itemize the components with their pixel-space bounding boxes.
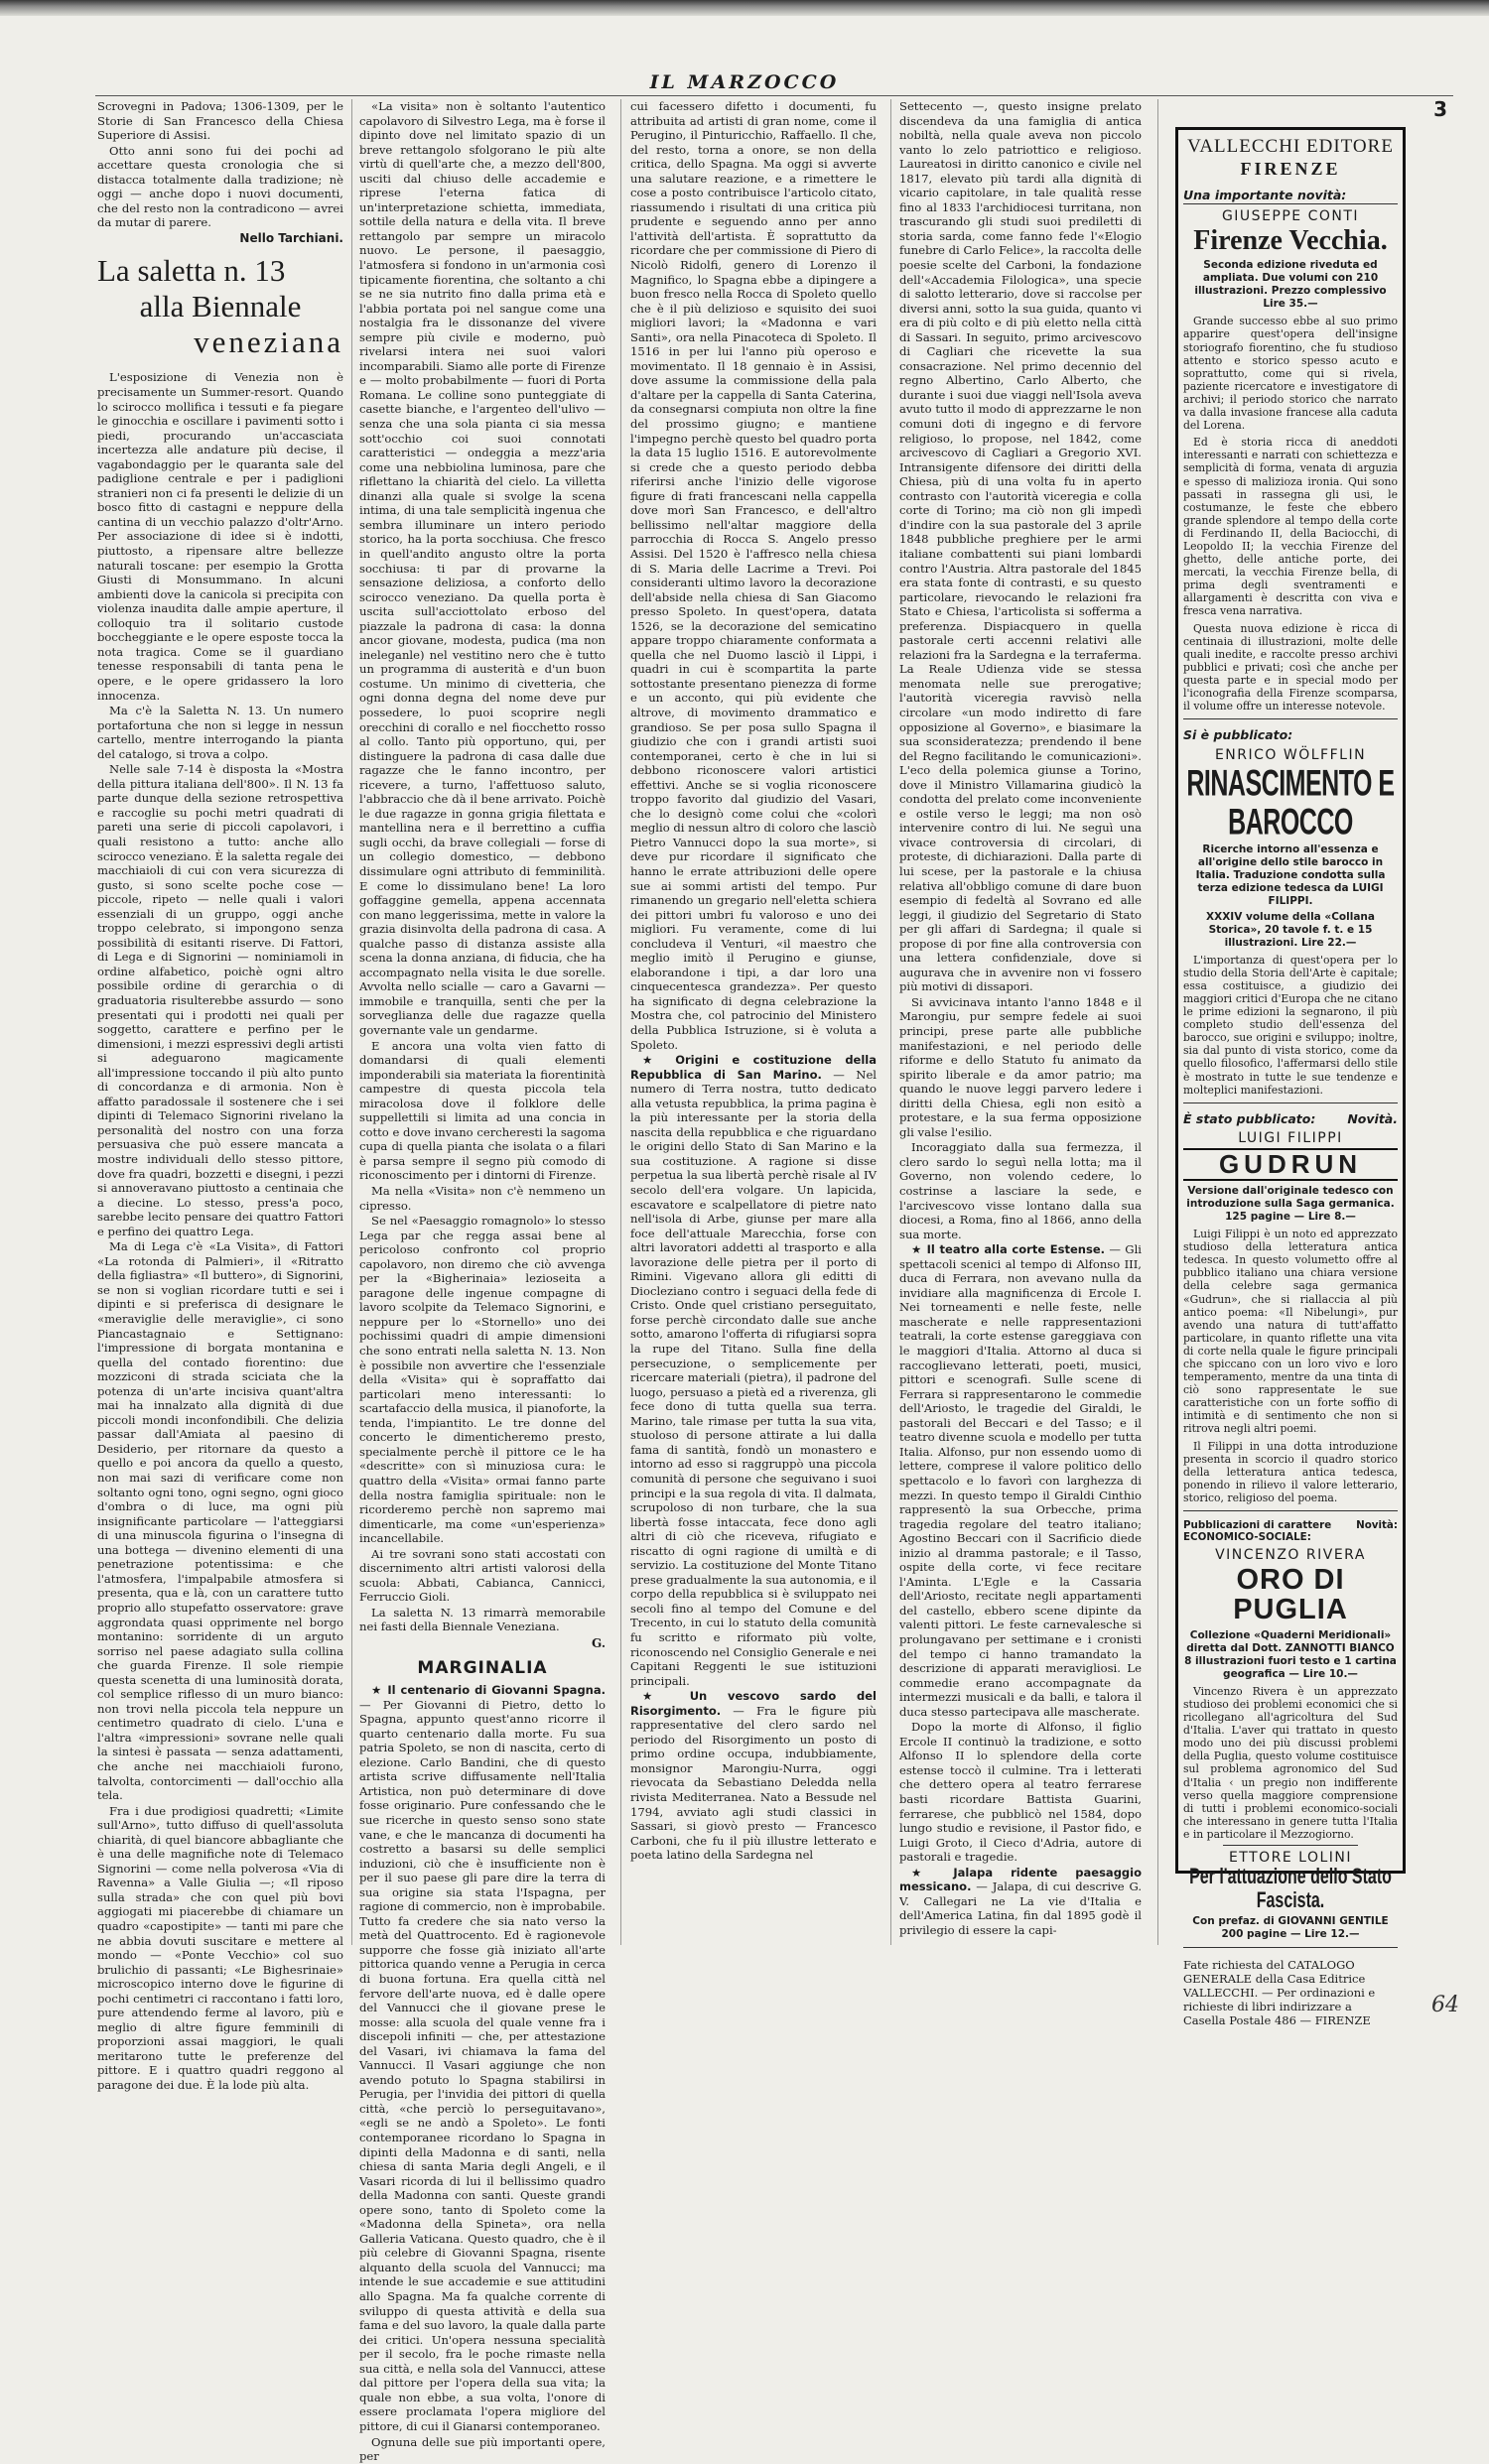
divider [1223, 1845, 1358, 1846]
paragraph: Scrovegni in Padova; 1306-1309, per le Storie di San Francesco della Chiesa Superiore di Assisi. [97, 99, 343, 143]
item-title: ★ Un vescovo sardo del Risorgimento. [630, 1689, 877, 1718]
paragraph: Otto anni sono fui dei pochi ad accettare questa cronologia che si distacca totalmente dalla tradizione; nè oggi — anche dopo i nuovi documenti, che del resto non la contradicono — avrei da mutar di parere. [97, 143, 343, 230]
paragraph: Dopo la morte di Alfonso, il figlio Ercole II continuò la tradizione, e sotto Alfonso II lo splendore della corte estense toccò il culmine. Tra i letterati che dettero opera al teatro ferrarese basti ricordare Battista Guarini, ferrarese, che pubblicò nel 1584, dopo lungo studio e revisione, il Pastor fido, e Luigi Groto, il Cieco d'Adria, autore di pastorali e tragedie. [899, 1720, 1142, 1865]
paragraph: Ma c'è la Saletta N. 13. Un numero portafortuna che non si legge in nessun cartello, mentre interrogando la pianta del catalogo, si trova a colpo. [97, 704, 343, 761]
ad-text: Luigi Filippi è un noto ed apprezzato studioso della letteratura antica tedesca. In questo volumetto offre al pubblico italiano una chiara versione della celebre saga germanica «Gudrun», che si riallaccia al più antico poema: «Il Nibelungi», pur avendo una natura di tutt'affatto particolare, in quanto riflette una vita di corte nella quale le figure principali che spiccano con un loro vivo e loro temperamento, mentre da una tinta di ciò sono rappresentate le sue caratteristiche con un forte soffio di intimità e di sentimento che non si ritrova negli altri poemi. [1183, 1228, 1398, 1436]
column-4 [899, 99, 1142, 1945]
ad-subtitle: Collezione «Quaderni Meridionali» diretta dal Dott. ZANNOTTI BIANCO 8 illustrazioni fuori testo e 1 cartina geografica — Lire 10.— [1184, 1628, 1397, 1680]
ad-label-row [1183, 1519, 1398, 1543]
ad-book-title: Per l'attuazione dello Stato Fascista. [1189, 1865, 1392, 1913]
ad-book-title: ORO DI PUGLIA [1233, 1564, 1348, 1626]
column-divider [1157, 99, 1158, 1945]
column-3 [630, 99, 877, 1945]
ad-label-row [1183, 1111, 1398, 1126]
column-divider [620, 99, 621, 1945]
item-text: — Jalapa, di cui descrive G. V. Callegari ne La vie d'Italia e dell'America Latina, fin dal 1895 godè il privilegio di essere la capi- [899, 1880, 1143, 1937]
paragraph: Se nel «Paesaggio romagnolo» lo stesso Lega par che regga assai bene al pericoloso confronto col proprio capolavoro, non diremo che ciò avvenga per la «Bigherinaia» lezioseita a paragone delle ingenue compagne di lavoro scolpite da Telemaco Signorini, e neppure per lo «Stornello» uno dei pochissimi quadri di ampie dimensioni che sono entrati nella saletta N. 13. Non è possibile non avvertire che l'essenziale della «Visita» qui è sopraffatto dai particolari meno interessanti: lo scartafaccio della musica, il pianoforte, la tenda, l'impiantito. Le tre donne del concerto le dimenticheremo presto, specialmente perchè il pittore ce le ha «descritte» con sì minuziosa cura: le quattro della «Visita» ormai fanno parte della nostra famiglia spirituale: non le ricorderemo perchè non sapremo mai dimenticarle, ma come «un'esperienza» incancellabile. [359, 1214, 606, 1546]
ad-text: Il Filippi in una dotta introduzione presenta in scorcio il quadro storico della letteratura antica tedesca, ponendo in rilievo il valore letterario, storico, religioso del poema. [1183, 1439, 1398, 1504]
publisher-line: VALLECCHI EDITORE [1187, 136, 1394, 157]
paragraph: Nelle sale 7-14 è disposta la «Mostra della pittura italiana dell'800». Il N. 13 fa parte dunque della sezione retrospettiva e raccoglie su pochi metri quadrati di pareti una serie di piccoli capolavori, i quali resistono a tutto: anche allo scirocco veneziano. È la saletta regale dei macchiaioli di cui con vera sicurezza di gusto, si sono scelte poche cose — piccole, ripeto — nelle quali i valori essenziali di un gruppo, oggi anche troppo celebrato, si impongono senza possibilità di esitanti riserve. Di Fattori, di Lega e di Signorini — nominiamoli in ordine alfabetico, poichè ogni altro possibile ordine di gerarchia o di graduatoria risulterebbe assurdo — sono presentati qui i prodotti nei quali per soggetto, carattere e perfino per le dimensioni, i mezzi espressivi degli artisti si adeguarono magicamente all'impressione toccando il più alto punto di concordanza e di armonia. Non è affatto paradossale il sostenere che i sei dipinti di Telemaco Signorini rivelano la personalità del nostro con una forza persuasiva che può essere mancata a mostre individuali dello stesso pittore, dove fra quadri, bozzetti e disegni, i pezzi si annoveravano piuttosto a centinaia che a diecine. Lo stesso, press'a poco, sarebbe lecito pensare dei quattro Fattori e perfino dei quattro Lega. [97, 762, 343, 1238]
paragraph: Ma nella «Visita» non c'è nemmeno un cipresso. [359, 1184, 606, 1213]
masthead: IL MARZOCCO [649, 71, 840, 93]
column-divider [351, 99, 352, 1945]
ad-text: Vincenzo Rivera è un apprezzato studioso dei problemi economici che si ricollegano all'agricoltura del Sud d'Italia. L'aver qui trattato in questo modo uno dei più discussi problemi della Puglia, questo volume costituisce sul problema agronomico del Sud d'Italia ‹ un pregio non indifferente verso quella maggiore comprensione di tutti i problemi economico-sociali che interessano in genere tutta l'Italia e in particolare il Mezzogiorno. [1183, 1684, 1398, 1841]
ad-subtitle: Seconda edizione riveduta ed ampliata. Due volumi con 210 illustrazioni. Prezzo complessivo Lire 35.— [1194, 259, 1387, 311]
author-signature: G. [592, 1635, 606, 1650]
author-signature: Nello Tarchiani. [239, 230, 343, 245]
paragraph: cui facessero difetto i documenti, fu attribuita ad artisti di gran nome, come il Perugino, il Pinturicchio, Raffaello. Il che, del resto, torna a onore, se non della critica, dello Spagna. Ma oggi si avverte una salutare reazione, e a rimettere le cose a posto contribuisce l'articolo citato, riassumendo i risultati di una critica più prudente e seguendo anno per anno l'attività dell'artista. È soprattutto da ricordare che per commissione di Piero di Nicolò Ridolfi, genero di Lorenzo il Magnifico, lo Spagna ebbe a dipingere a buon fresco nella Rocca di Spoleto quello che è il più delizioso e squisito dei suoi migliori lavori; la «Madonna e vari Santi», ora nella Pinacoteca di Spoleto. Il 1516 in per lui l'anno più operoso e movimentato. Il 18 gennaio è in Assisi, dove assume la commissione della pala d'altare per la cappella di Santa Caterina, da consegnarsi compiuta non oltre la fine del prossimo giugno; e mantiene l'impegno perchè questo bel quadro porta la data 15 luglio 1516. E autorevolmente si crede che a questo periodo debba riferirsi anche l'inizio delle vigorose figure di frati francescani nella cappella dove morì San Francesco, e dell'altro bellissimo nell'altar maggiore della parrocchia di Rocca S. Angelo presso Assisi. Del 1520 è l'affresco nella chiesa di S. Maria delle Lacrime a Trevi. Poi consideranti ultimo lavoro la decorazione dell'abside nella chiesa di San Giacomo presso Spoleto. In quest'opera, datata 1526, se la decorazione del semicatino appare troppo chiaramente conformata a quella che nel Duomo lasciò il Lippi, i quadri in cui è scompartita la parte sottostante presentano pienezza di forme e un acconto, qui più evidente che altrove, di movimento drammatico e grandioso. Se per posa sullo Spagna il giudizio che con i grandi artisti suoi contemporanei, certo è che in lui si debbono riconoscere valori artistici effettivi. Anche se si voglia riconoscere troppo favorito dal giudizio del Vasari, che lo designò come colui che «colorì meglio di nessun altro di coloro che lasciò Pietro Vannucci dopo la sua morte», si deve pur ricordare il significato che hanno le errate attribuzioni delle opere sue ai sommi artisti del tempo. Pur rimanendo un gregario nell'eletta schiera dei pittori umbri fu valoroso e uno dei migliori. Fu veramente, come di lui concludeva il Venturi, «il maestro che meglio imitò il Perugino e giunse, elaborandone i tipi, a dar loro una cinquecentesca grandezza». Per questo ha significato di degna celebrazione la Mostra che, col patrocinio del Ministero della Pubblica Istruzione, si è voluta a Spoleto. [630, 99, 877, 1052]
divider [1183, 1947, 1398, 1948]
item-text: — Fra le figure più rappresentative del clero sardo nel periodo del Risorgimento un posto di primo ordine occupa, indubbiamente, monsignor Marongiu-Nurra, oggi rievocata da Sebastiano Deledda nella rivista Mediterranea. Nato a Bessude nel 1794, avviato agli studi classici in Sassari, si giovò presto — Francesco Carboni, che fu il più illustre letterato e poeta latino della Sardegna nel [630, 1703, 877, 1863]
divider [1183, 1510, 1398, 1511]
item-title: ★ Origini e costituzione della Repubblica di San Marino. [630, 1053, 877, 1082]
divider [1183, 1102, 1398, 1103]
ad-text: Grande successo ebbe al suo primo apparire quest'opera dell'insigne storiografo fiorentino, che fu studioso attento e storico spesso acuto e soprattutto, come qui si rivela, paziente ricercatore e investigatore di archivi; il periodo storico che narrato va dalla invasione francese alla caduta del Lorena. [1183, 315, 1398, 433]
item-text: — Per Giovanni di Pietro, detto lo Spagna, appunto quest'anno ricorre il quarto centenario dalla morte. Fu sua patria Spoleto, se non di nascita, certo di elezione. Carlo Bandini, che di questo artista scrive diffusamente nell'Italia Artistica, non può determinare di dove fosse originario. Pure confessando che le sue ricerche in questo senso sono state vane, e che le mancanza di documenti ha costretto a basarsi su delle semplici induzioni, ciò che è insufficiente non è per il suo paese gli pare dire la terra di sua origine sia stata l'Ispagna, per ragione di commercio, non è improbabile. Tutto fa credere che sia nato verso la metà del Quattrocento. Ed è ragionevole supporre che fosse già iniziato all'arte pittorica quando venne a Perugia in cerca di buona fortuna. Era quella città nel fervore dell'arte nuova, ed è dalle opere del Vannucci che il giovane prese le mosse: alla scuola del quale venne fra i discepoli infiniti — che, per attestazione del Vasari, ivi chiamava la fama del Vannucci. Il Vasari aggiunge che non avendo potuto lo Spagna stabilirsi in Perugia, per l'invidia dei pittori di quella città, «che perciò lo perseguitavano», «egli se ne andò a Spoleto». Le fonti contemporanee ricordano lo Spagna in dipinti della Madonna e di santi, nella chiesa di santa Maria degli Angeli, e il Vasari ricorda di lui il bellissimo quadro della Madonna con santi. Queste grandi opere sono, tanto di Spoleto come la «Madonna della Spineta», ora nella Galleria Vaticana. Questo quadro, che è il più celebre di Giovanni Spagna, risente alquanto della scuola del Vannucci; ma intende le sue accademie e sue attitudini allo Spagna. Ma fa qualche corrente di sviluppo di questa attività e della sua fama e del suo lavoro, la quale dalla parte dei critici. Un'opera nessuna specialità per il secolo, fra le poche rimaste nella sua città, e nella sola del Vannucci, attese dal pittore per l'opera della sua vita; la quale non ebbe, a sua volta, l'onore di essere proclamata l'opera migliore del pittore, di cui il Gianarsi contemporaneo. [359, 1697, 606, 2433]
ad-author: ENRICO WÖLFFLIN [1214, 747, 1367, 764]
ad-author: GIUSEPPE CONTI [1221, 208, 1360, 224]
ad-subtitle: Versione dall'originale tedesco con introduzione sulla Saga germanica. 125 pagine — Lire 8.— [1186, 1185, 1395, 1224]
paragraph: «La visita» non è soltanto l'autentico capolavoro di Silvestro Lega, ma è forse il dipinto dove nel limitato spazio di un breve rettangolo sfolgorano le più alte virtù di quell'arte che, a mezzo dell'800, usciti dal chiuso delle accademie e riprese l'eterna fatica di un'interpretazione schietta, immediata, sottile della natura e della vita. Il breve rettangolo par sempre un miracolo nuovo. Le persone, il paesaggio, l'atmosfera si fondono in un'armonia così tipicamente fiorentina, che soltanto a chi se ne sia nutrito fino dalla prima età e l'abbia portata poi nel sangue come una nostalgia fra le dissonanze del vivere sempre più civile e moderno, può rivelarsi intera nei suoi valori incomparabili. Siamo alle porte di Firenze e — molto probabilmente — fuori di Porta Romana. Le colline sono punteggiate di casette bianche, e l'argenteo dell'ulivo — senza che una sola pianta ci sia messa sott'occhio coi suoi connotati caratteristici — ondeggia a mezz'aria come una nebbiolina luminosa, pare che riflettano la chiarità del cielo. La villetta dinanzi alla quale si svolge la scena intima, di una tale semplicità ingenua che sembra illuminare un intero periodo storico, ha la porta socchiusa. Che fresco in quell'andito angusto oltre la porta socchiusa: ti par di provarne la sensazione deliziosa, a conforto dello scirocco veneziano. Da quella porta è uscita sull'acciottolato erboso del piazzale la padrona di casa: la donna ancor giovane, modesta, pudica (ma non ineleganle) nel vestitino nero che è tutto un programma di austerità e d'un buon costume. Un minimo di civetteria, che ogni donna degna del nome deve pur possedere, lo puoi scoprire negli orecchini di corallo e nel fiocchetto rosso al collo. Tanto più opportuno, qui, per distinguere la padrona di casa dalle due ragazze che le fanno incontro, per ricevere, a turno, l'affettuoso saluto, l'abbraccio che dà il bene arrivato. Poichè le due ragazze in gonna grigia filettata e mantellina nera e il berrettino a cuffia sugli occhi, da brave collegiali — forse di un collegio domestico, — debbono dissimulare ogni attributo di femminilità. E come lo dissimulano bene! La loro goffaggine gemella, appena accennata con mano leggerissima, mette in valore la grazia disinvolta della padrona di casa. A qualche passo di distanza assiste alla scena la donna anziana, di fiducia, che ha accompagnato nella visita le due sorelle. Avvolta nello scialle — caro a Gavarni — immobile e tranquilla, senti che per la sorveglianza delle due ragazze quella governante vale un gendarme. [359, 99, 606, 1037]
page-number: 3 [1433, 97, 1447, 121]
divider [1183, 718, 1398, 719]
ad-label: Si è pubblicato: [1183, 727, 1293, 743]
ad-subtitle: Con prefaz. di GIOVANNI GENTILE 200 pagine — Lire 12.— [1192, 1914, 1389, 1940]
ad-author: LUIGI FILIPPI [1238, 1129, 1343, 1146]
paragraph: La saletta N. 13 rimarrà memorabile nei fasti della Biennale Veneziana. [359, 1605, 606, 1634]
paragraph: Incoraggiato dalla sua fermezza, il clero sardo lo seguì nella lotta; ma il Governo, non volendo cedere, lo costrinse a lasciare la sede, e l'arcivescovo visse lontano dalla sua diocesi, a Roma, fino al 1866, anno della sua morte. [899, 1140, 1142, 1241]
column-1 [97, 99, 343, 2092]
paragraph: Ma di Lega c'è «La Visita», di Fattori «La rotonda di Palmieri», il «Ritratto della figliastra» «Il buttero», di Signorini, se non si voglian ricordare tutti e sei i dipinti e si preferisca di designare le «meraviglie delle meraviglie», ci sono Piancastagnaio e Settignano: l'impressione di borgata montanina e quella del contado fiorentino: due mozziconi di strada sciciata che la potenza di un'arte incisiva quant'altra mai ha innalzato alla dignità di due piccoli mondi inconfondibili. Che delizia passar dall'Amiata al paesino di Desiderio, per ritornare da questo a quello e poi ancora da quello a questo, non mai sazi di verificare come non soltanto ogni tono, ogni segno, ogni gioco d'ombra o di luce, ma ogni più insignificante particolare — l'atteggiarsi di una minuscola figurina o l'insegna di una bottega — divenino elementi di una penetrazione potentissima: e che l'atmosfera, l'impalpabile atmosfera si presenta, qua e là, con un carattere tutto proprio allo stupefatto osservatore: grave aggrondata quasi opprimente nel borgo montanino: sorridente di un arguto sorriso nel paese adagiato sulla collina che guarda Firenze. Il sole riempie questa scenetta di una luminosità dorata, col semplice riflesso di un muro bianco: non trovi nella piccola tela neppure un centimetro quadrato di cielo. L'una e l'altra «impressioni» sovrane nelle quali la sintesi è passata — senza adattamenti, che anche nei macchiaioli furono, talvolta, contorcimenti — dall'occhio alla tela. [97, 1239, 343, 1803]
item-title: ★ Il centenario di Giovanni Spagna. [371, 1683, 606, 1698]
publisher-name [1183, 136, 1398, 180]
masthead-rule [95, 95, 1453, 96]
paragraph: L'esposizione di Venezia non è precisamente un Summer-resort. Quando lo scirocco mollifica i tessuti e fa piegare le ginocchia e oscillare i pavimenti sotto i piedi, procurando un'accasciata incertezza alle andature più decise, il vagabondaggio per le quaranta sale del padiglione centrale e per i padiglioni stranieri non ci fa presenti le delizie di un bosco fitto di castagni e neppure della cantina di un vecchio palazzo d'oltr'Arno. Per associazione di idee si è indotti, piuttosto, a ripensare altre bellezze naturali toscane: per esempio la Grotta Giusti di Monsummano. In alcuni ambienti dove la canicola si precipita con violenza inaudita dalle ampie aperture, il colloquio tra il solitario custode boccheggiante e le opere esposte tocca la nota tragica. Come se il guardiano tenesse responsabili di tanta pena le opere, e le opere gridassero la loro innocenza. [97, 370, 343, 703]
item-text: — Nel numero di Terra nostra, tutto dedicato alla vetusta repubblica, la prima pagina è la più interessante per la storia della nascita della repubblica e che riguardano le origini dello Stato di San Marino e la sua costituzione. A ragione si disse perpetua la sua libertà perchè risale al IV secolo dell'era volgare. Un lapicida, escavatore e scalpellatore di pietre nato nell'isola di Arbe, giunse per mare alla foce dell'attuale Marecchia, forse con altri lavoratori addetti al trasporto e alla lavorazione delle pietra per il porto di Rimini. Vigevano allora gli editti di Diocleziano contro i seguaci della fede di Cristo. Onde quel cristiano perseguitato, forse perchè circondato dalle sue anche sotto, amarono l'offerta di rifugiarsi sopra la rupe del Titano. Sulla fine della persecuzione, o semplicemente per ricercare materiali (pietra), il padrone del luogo, persuaso a pietà ed a riverenza, gli fece dono di tutta quella sua terra. Marino, tale rimase per tutta la sua vita, stuoloso di persone attirate a lui dalla fama di santità, fondò un monastero e intorno ad esso si raggruppò una piccola comunità di persone che seguivano i suoi principi e la sua regola di vita. Il dalmata, scrupoloso di non turbare, che la sua libertà fosse intaccata, fece dono agli altri di ciò che riceveva, rifugiato e riscatto di ogni ragione di umiltà e di servizio. La costituzione del Monte Titano prese gradualmente la sua autonomia, e il corpo della repubblica si è sviluppato nei secoli fino al tempo del Comune e del Trecento, in cui lo statuto della comunità fu scritto e riformato più volte, riconoscendo nel Consiglio Generale e nei Capitani Reggenti le sue istituzioni principali. [630, 1067, 878, 1688]
ad-text: L'importanza di quest'opera per lo studio della Storia dell'Arte è capitale; essa costituisce, a giudizio dei maggiori critici d'Europa che ne citano le prime edizioni la segnaronο, il più completo studio dell'essenza del barocco, sue origini e sviluppo; inoltre, sia dal punto di vista storico, come da quello filosofico, l'affermarsi dello stile è mostrato in tutte le sue tendenze e molteplici manifestazioni. [1183, 953, 1398, 1097]
item-text: — Gli spettacoli scenici al tempo di Alfonso III, duca di Ferrara, non avevano nulla da invidiare alla magnificenza di Ercole I. Nei torneamenti e nelle feste, nelle mascherate e nelle rappresentazioni teatrali, la corte estense gareggiava con le maggiori d'Italia. Attorno al duca si raccoglievano letterati, poeti, musici, pittori e scenografi. Sulle scene di Ferrara si rappresentarono le commedie dell'Ariosto, le tragedie del Giraldi, le pastorali del Beccari e del Tasso; e il teatro divenne scuola e modello per tutta Italia. Alfonso, pur non essendo uomo di lettere, comprese il valore politico dello spettacolo e lo favorì con larghezza di mezzi. In questo tempo il Giraldi Cinthio rappresentò la sua Orbecche, prima tragedia regolare del teatro italiano; Agostino Beccari con il Sacrificio diede inizio al dramma pastorale; e il Tasso, ospite della corte, vi fece recitare l'Aminta. L'Egle e la Cassaria dell'Ariosto, recitate negli appartamenti del castello, ebbero scene dipinte da valenti pittori. Le feste carnevalesche si prolungavano per settimane e i cronisti del tempo ci hanno tramandato la descrizione di apparati meravigliosi. Le commedie erano accompagnate da intermezzi musicali e da balli, e talora il duca stesso partecipava alle mascherate. [899, 1242, 1142, 1719]
paragraph: E ancora una volta vien fatto di domandarsi di quali elementi imponderabili sia materiata la fiorentinità campestre di questa piccola tela miracolosa dove il folklore delle suppellettili si limita ad una concia in cotto e dove invano cercheresti la sagoma cupa di quella pianta che isolata o a filari è parsa sempre il segno più comodo di riconoscimento per i dintorni di Firenze. [359, 1038, 606, 1183]
paragraph: Fra i due prodigiosi quadretti; «Limite sull'Arno», tutto diffuso di quell'assoluta chiarità, di quel biancore abbagliante che è una delle magnifiche note di Telemaco Signorini — come nella polverosa «Via di Ravenna» a Valle Giulia —; «Il riposo sulla strada» che con quel più bovi aggiogati mi piacerebbe di chiamare un quadro «capostipite» — tanti mi pare che ne abbia dovuti suscitare e mettere al mondo — «Ponte Vecchio» col suo brulichio di passanti; «Le Bighesrinaie» microscopico interno dove le figurine di pochi centimetri ci raccontano i fatti loro, pure attendendo ferme al lavoro, più e meglio di altre figure femminili di proporzioni assai maggiori, le quali meritarono tutte le preferenze del pittore. E i quattro quadri reggono al paragone dei due. È la lode più alta. [97, 1803, 343, 2092]
article-headline [97, 253, 343, 360]
ad-label: Novità: [1356, 1519, 1398, 1531]
paragraph: Ognuna delle sue più importanti opere, per [359, 2434, 606, 2464]
ad-subtitle: Ricerche intorno all'essenza e all'origine dello stile barocco in Italia. Traduzione condotta sulla terza edizione tedesca da LUIGI FILIPPI. [1195, 843, 1386, 907]
ad-text: Ed è storia ricca di aneddoti interessanti e narrati con schiettezza e semplicità di forma, venata di arguzia e spesso di malizioza ironia. Qui sono passati in rassegna gli usi, le costumanze, le feste che ebbero grande splendore al tempo della corte di Ferdinando II, della Baciocchi, di Leopoldo II; la vecchia Firenze del ghetto, delle antiche porte, dei mercati, la vecchia Firenze bella, di prima degli sventramenti e allargamenti è descritta con viva e fresca vena narrativa. [1183, 436, 1398, 618]
ad-subtitle: XXXIV volume della «Collana Storica», 20 tavole f. t. e 15 illustrazioni. Lire 22.— [1206, 910, 1375, 949]
catalog-request-text: Fate richiesta del CATALOGO GENERALE della Casa Editrice VALLECCHI. — Per ordinazioni e richieste di libri indirizzare a Casella Postale 486 — FIRENZE [1183, 1957, 1376, 2027]
ad-author: ETTORE LOLINI [1228, 1850, 1353, 1866]
ad-book-title: RINASCIMENTO E BAROCCO [1186, 762, 1395, 843]
column-divider [890, 99, 891, 1945]
ad-label: È stato pubblicato: [1183, 1110, 1316, 1126]
item-title: ★ Il teatro alla corte Estense. [911, 1242, 1105, 1257]
column-2 [359, 99, 606, 2464]
item-title: ★ Jalapa ridente paesaggio messicano. [899, 1865, 1142, 1894]
headline-line: alla Biennale [139, 289, 302, 324]
paragraph: Ai tre sovrani sono stati accostati con discernimento altri artisti valorosi della scuola: Abbati, Cabianca, Cannicci, Ferruccio Gioli. [359, 1546, 606, 1605]
paragraph: Settecento —, questo insigne prelato discendeva da una famiglia di antica nobiltà, nella quale aveva non piccolo vanto lo zelo patriottico e religioso. Laureatosi in diritto canonico e civile nel 1817, elevato più tardi alla dignità di vicario capitolare, in tale qualità resse fino al 1833 l'archidiocesi turritana, non trascurando gli studi suoi prediletti di storia sarda, come fanno fede l'«Elogio funebre di Carlo Felice», la raccolta delle poesie scelte del Carboni, la fondazione dell'«Accademia Filologica», una specie di salotto letterario, dove si raccolse per diversi anni, sotto la sua guida, quanto vi era di più colto e di più eletto nella città di Sassari. In seguito, primo arcivescovo di Cagliari che ricevette la sua consacrazione. Nel primo decennio del regno Albertino, Carlo Alberto, che durante i suoi due viaggi nell'Isola aveva avuto tutto il modo di apprezzarne le non comuni doti di ingegno e di fervore religioso, lo propose, nel 1842, come arcivescovo di Cagliari a Gregorio XVI. Intransigente difensore dei diritti della Chiesa, più di una volta fu in aperto contrasto con l'autorità viceregia e colla corte di Torino; ma ciò non gli impedì d'indire con la sua pastorale del 3 aprile 1848 pubbliche preghiere per le armi italiane combattenti sui piani lombardi contro l'Austria. Altra pastorale del 1845 era stata fonte di contrasti, e su questo particolare, rievocando le relazioni fra Stato e Chiesa, l'articolista si sofferma a preferenza. Dispiacquero in quella pastorale certi accenni relativi alle relazioni fra la Sardegna e la terraferma. La Reale Udienza vide se stessa menomata nelle sue prerogative; l'autorità viceregia ravvisò nella circolare «un modo indiretto di fare opposizione al Governo», e biasimare la sua sconsideratezza; prendendo il bene del Regno facilitando le comunicazioni». L'eco della polemica giunse a Torino, dove il Ministro Villamarina giudicò la condotta del prelato come inconveniente e ostile verso le leggi; ma non osò intervenire contro di lui. Ne seguì una vivace controversia di circolari, di proteste, di dichiarazioni. Dalla parte di lui scese, per la pastorale e la chiusa relativa all'obbligo comune di dare buon esempio di fedeltà al Sovrano ed alle leggi, il giudizio del Segretario di Stato per gli affari di Sardegna; il quale si propose di por fine alla controversia con una lettera confidenziale, dove si augurava che in avvenire non vi fossero più motivi di dissapori. [899, 99, 1142, 994]
headline-line: veneziana [194, 324, 343, 360]
headline-line: La saletta n. 13 [97, 253, 286, 289]
ad-label: Pubblicazioni di carattere ECONOMICO-SOCIALE: [1183, 1519, 1332, 1543]
ad-book-title: GUDRUN [1183, 1148, 1398, 1181]
advertisement-panel [1175, 127, 1406, 2027]
handwritten-page-number: 64 [1431, 1993, 1459, 2017]
scan-edge [0, 0, 1489, 16]
section-heading: MARGINALIA [417, 1657, 548, 1678]
paragraph: Si avvicinava intanto l'anno 1848 e il Marongiu, pur sempre fedele ai suoi principi, prese parte alle pubbliche manifestazioni, e nel periodo delle riforme e dello Statuto fu animato da spirito liberale e da amor patrio; ma quando le nuove leggi parvero ledere i diritti della Chiesa, egli non esitò a protestare, e la sua ferma opposizione gli valse l'esilio. [899, 994, 1142, 1139]
ad-label: Novità. [1347, 1110, 1398, 1126]
ad-label: Una importante novità: [1183, 188, 1398, 204]
ad-text: Questa nuova edizione è ricca di centinaia di illustrazioni, molte delle quali inedite, e raccolte presso archivi pubblici e privati; così che anche per questa parte e in special modo per l'iconografia della Firenze scomparsa, il volume offre un interesse notevole. [1183, 621, 1398, 713]
ad-author: VINCENZO RIVERA [1215, 1547, 1366, 1563]
publisher-city: FIRENZE [1240, 159, 1341, 179]
ad-book-title: Firenze Vecchia. [1193, 225, 1388, 256]
